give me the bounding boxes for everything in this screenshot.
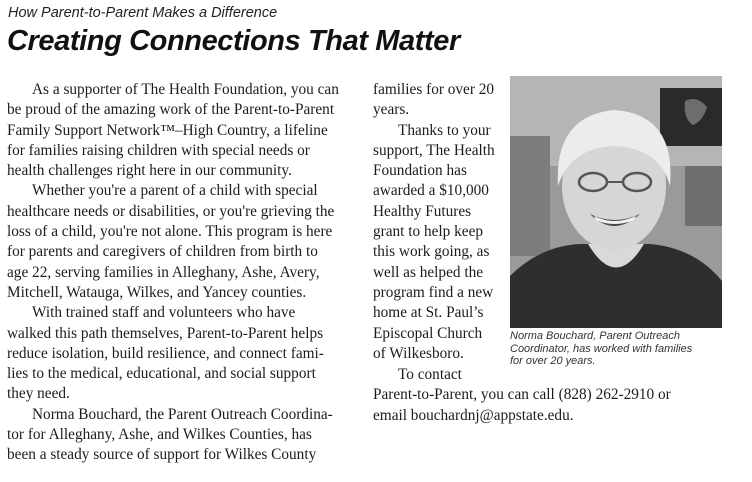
body-line: Norma Bouchard, the Parent Outreach Coordina- — [32, 405, 333, 423]
body-line: home at St. Paul’s — [373, 304, 484, 322]
body-line: loss of a child, you're not alone. This program is here — [7, 223, 333, 241]
body-line: health challenges right here in our community. — [7, 162, 292, 180]
body-line: families for over 20 — [373, 81, 495, 98]
body-line: healthcare needs or disabilities, or you're grieving the — [7, 202, 335, 220]
body-line: well as helped the — [373, 263, 484, 281]
body-line: reduce isolation, build resilience, and connect fami- — [7, 344, 324, 362]
article-column-2 — [373, 80, 503, 364]
portrait-photo-icon — [510, 76, 722, 328]
body-line: As a supporter of The Health Foundation, you can — [32, 81, 339, 98]
body-line: for families raising children with special needs or — [7, 141, 310, 159]
body-line: be proud of the amazing work of the Parent-to-Parent — [7, 101, 335, 119]
body-line: lies to the medical, educational, and social support — [7, 365, 316, 383]
body-line: Foundation has — [373, 162, 467, 180]
body-line: Healthy Futures — [373, 202, 472, 220]
body-line: of Wilkesboro. — [373, 344, 464, 362]
body-line: walked this path themselves, Parent-to-Parent helps — [7, 324, 324, 342]
caption-line: Coordinator, has worked with families — [510, 342, 693, 355]
body-line: years. — [373, 101, 410, 119]
body-line: With trained staff and volunteers who have — [32, 304, 296, 322]
body-line: been a steady source of support for Wilkes County — [7, 446, 317, 464]
contact-line: To contact — [398, 366, 462, 383]
article-column-1 — [7, 80, 359, 466]
contact-line: Parent-to-Parent, you can call (828) 262-2910 or — [373, 386, 671, 404]
contact-paragraph — [373, 365, 743, 426]
body-line: Mitchell, Watauga, Wilkes, and Yancey counties. — [7, 283, 307, 301]
portrait-photo — [510, 76, 722, 328]
body-line: this work going, as — [373, 243, 490, 261]
article-headline: Creating Connections That Matter — [7, 25, 460, 57]
caption-line: for over 20 years. — [510, 355, 596, 368]
article-kicker: How Parent-to-Parent Makes a Difference — [8, 5, 278, 21]
body-line: grant to help keep — [373, 223, 484, 241]
body-line: Episcopal Church — [373, 324, 483, 342]
contact-line: email bouchardnj@appstate.edu. — [373, 406, 574, 424]
body-line: they need. — [7, 385, 70, 403]
body-line: program find a new — [373, 283, 494, 301]
body-line: Whether you're a parent of a child with special — [32, 182, 318, 200]
caption-line: Norma Bouchard, Parent Outreach — [510, 330, 680, 342]
body-line: Thanks to your — [398, 121, 491, 139]
photo-caption — [510, 330, 725, 368]
body-line: Family Support Network™–High Country, a lifeline — [7, 121, 328, 139]
body-line: tor for Alleghany, Ashe, and Wilkes Counties, has — [7, 426, 312, 444]
body-line: for parents and caregivers of children from birth to — [7, 243, 318, 261]
body-line: support, The Health — [373, 141, 495, 159]
body-line: age 22, serving families in Alleghany, Ashe, Avery, — [7, 263, 320, 281]
body-line: awarded a $10,000 — [373, 182, 489, 200]
